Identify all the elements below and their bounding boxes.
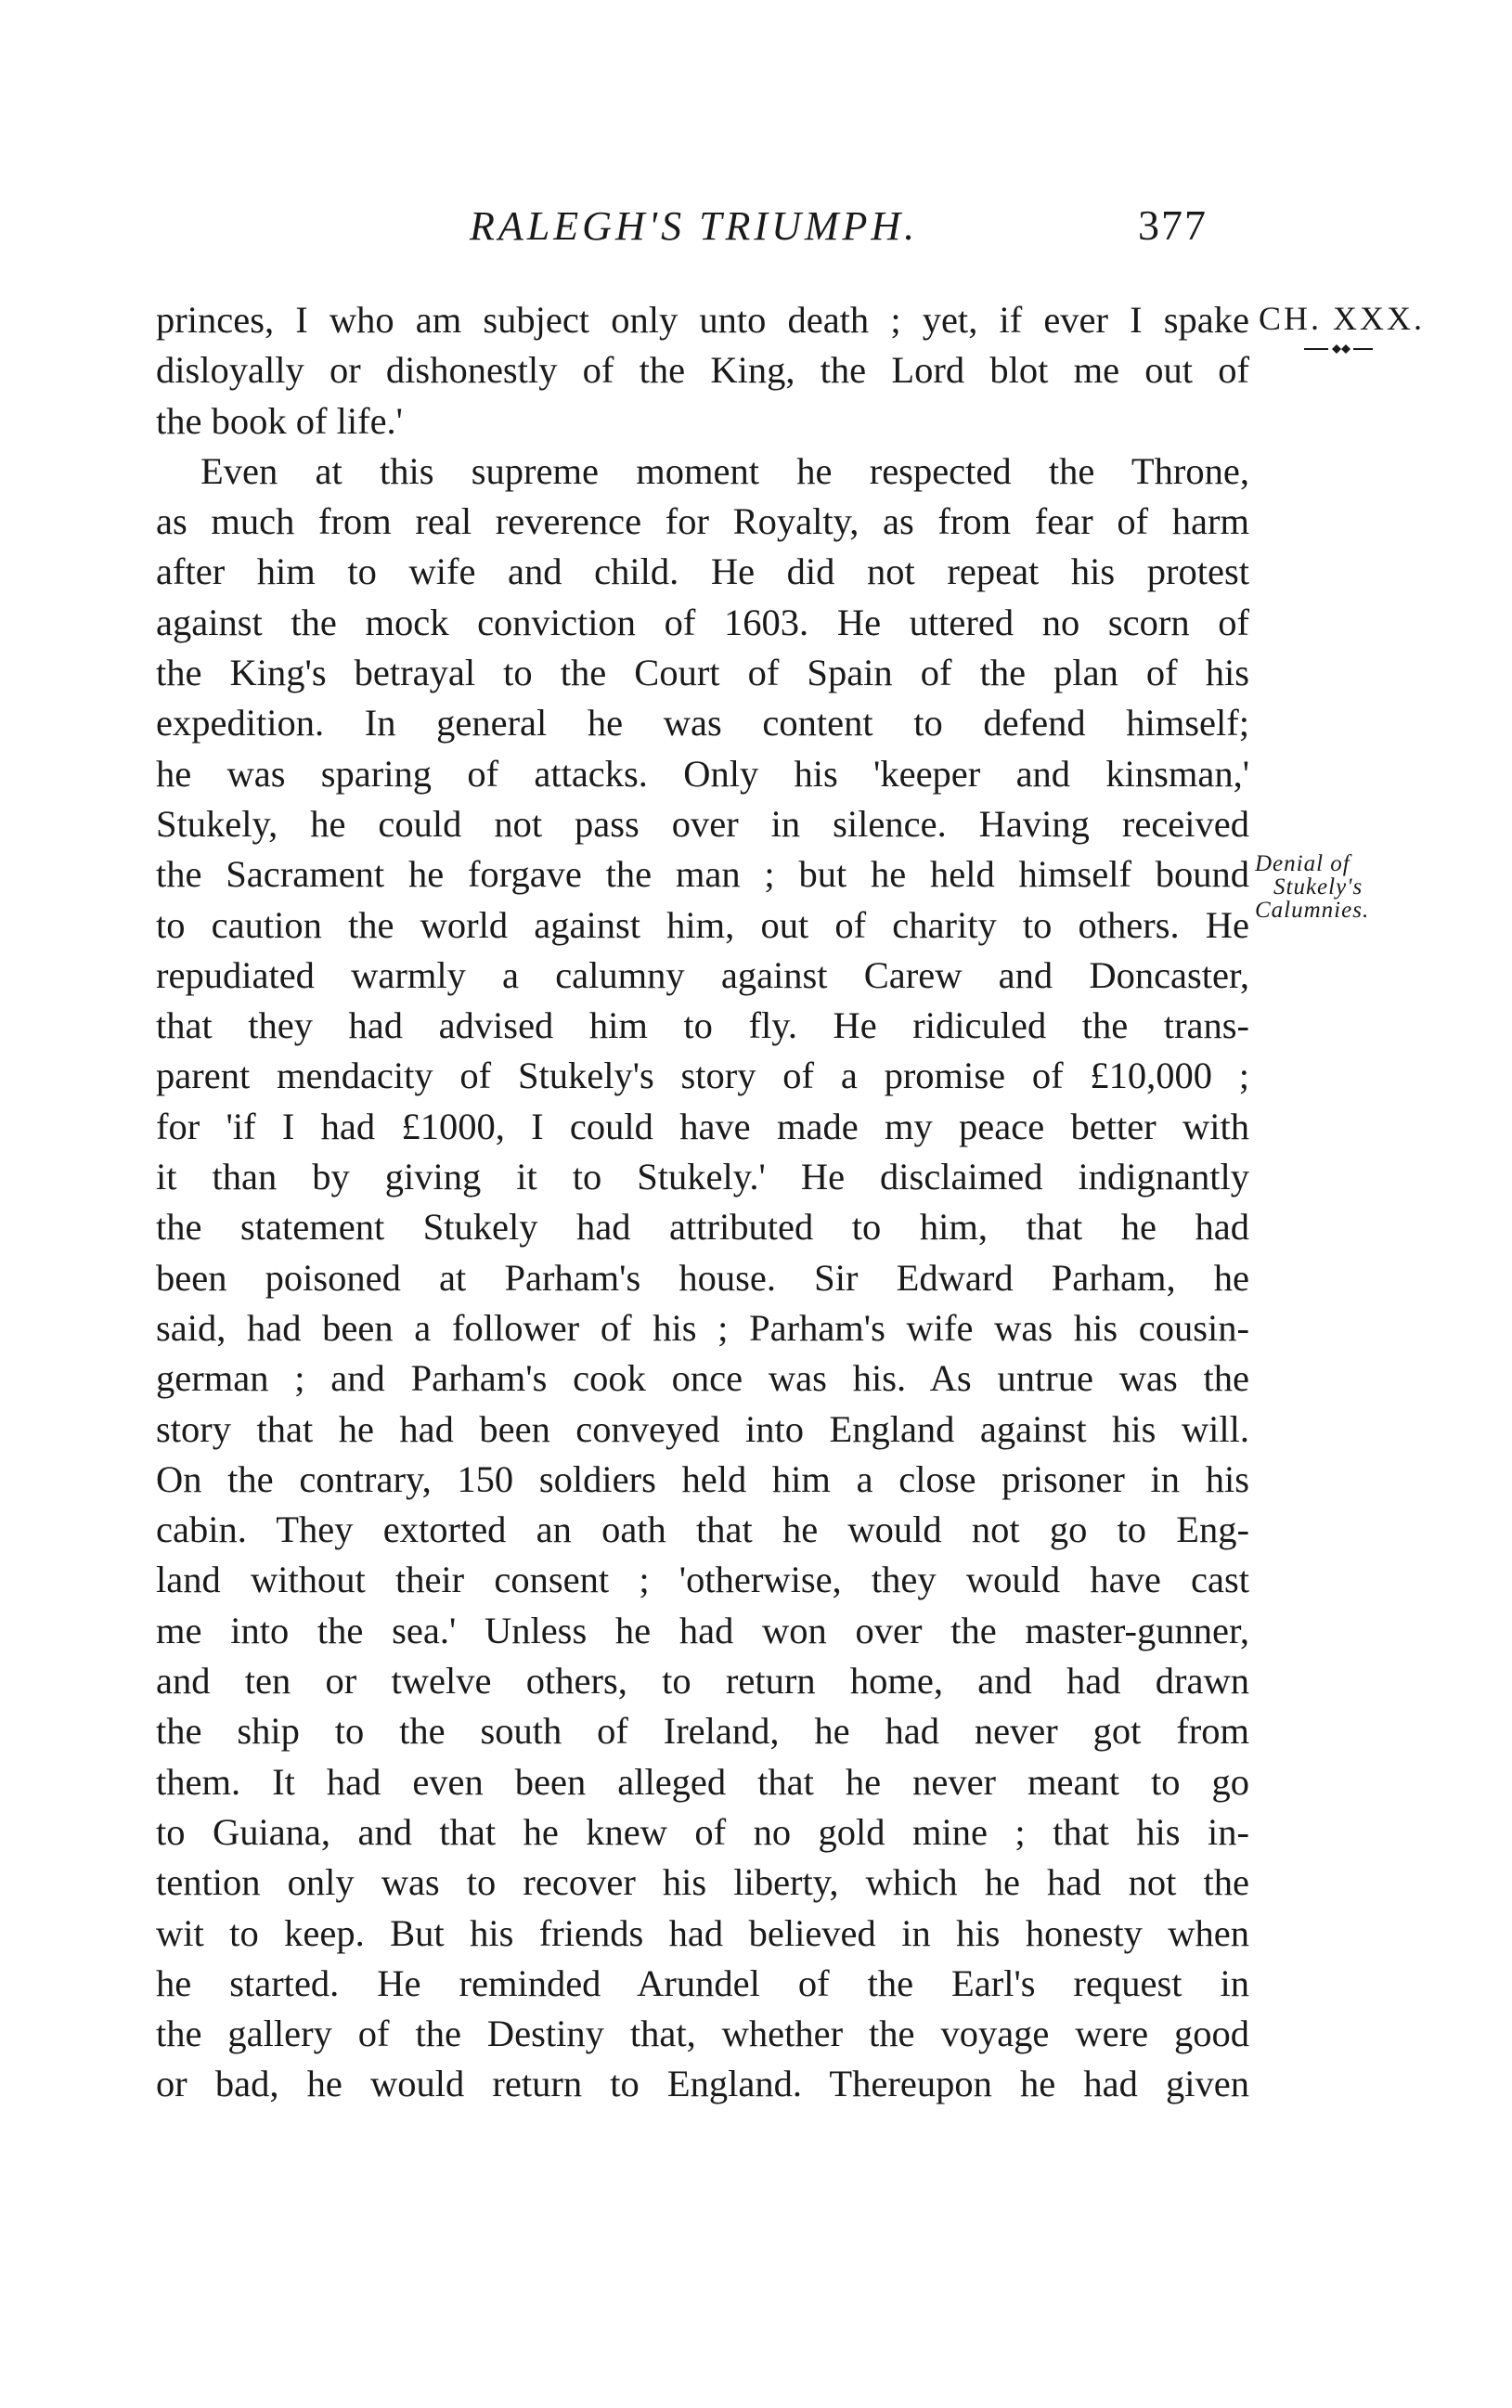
text-line: Stukely, he could not pass over in silence. Having received <box>156 802 1249 845</box>
text-line: been poisoned at Parham's house. Sir Edward Parham, he <box>156 1256 1249 1299</box>
text-line: after him to wife and child. He did not repeat his protest <box>156 550 1249 593</box>
text-line: story that he had been conveyed into England against his will. <box>156 1407 1249 1450</box>
chapter-marker: CH. XXX. <box>1259 300 1426 337</box>
text-line: the ship to the south of Ireland, he had never got from <box>156 1710 1249 1753</box>
text-line: wit to keep. But his friends had believed in his honesty when <box>156 1911 1249 1954</box>
text-line: said, had been a follower of his ; Parham's wife was his cousin- <box>156 1306 1249 1349</box>
text-line: he started. He reminded Arundel of the Earl's request in <box>156 1961 1249 2004</box>
text-line: princes, I who am subject only unto death ; yet, if ever I spake <box>156 299 1249 341</box>
text-line: the Sacrament he forgave the man ; but he held himself bound <box>156 853 1249 896</box>
text-line: that they had advised him to fly. He ridiculed the trans- <box>156 1004 1249 1047</box>
text-line: me into the sea.' Unless he had won over the master-gunner, <box>156 1609 1249 1651</box>
text-line: On the contrary, 150 soldiers held him a close prisoner in his <box>156 1457 1249 1500</box>
text-line: Even at this supreme moment he respected the Throne, <box>200 449 1249 492</box>
running-title: RALEGH'S TRIUMPH. <box>470 203 919 249</box>
text-line: disloyally or dishonestly of the King, the Lord blot me out of <box>156 349 1249 392</box>
text-line: for 'if I had £1000, I could have made my peace better with <box>156 1105 1249 1147</box>
text-line: to caution the world against him, out of charity to others. He <box>156 903 1249 946</box>
text-line: them. It had even been alleged that he never meant to go <box>156 1760 1249 1803</box>
ornament-icon <box>1302 337 1375 361</box>
text-line: as much from real reverence for Royalty, as from fear of harm <box>156 500 1249 543</box>
text-line: expedition. In general he was content to defend himself; <box>156 702 1249 744</box>
page-number: 377 <box>1138 201 1208 249</box>
sidenote-line: Calumnies. <box>1255 898 1370 923</box>
text-line: he was sparing of attacks. Only his 'keeper and kinsman,' <box>156 752 1249 795</box>
sidenote-line: Denial of <box>1255 851 1350 876</box>
text-line: or bad, he would return to England. Thereupon he had given <box>156 2063 1249 2105</box>
text-line: and ten or twelve others, to return home, and had drawn <box>156 1660 1249 1702</box>
text-line: cabin. They extorted an oath that he would not go to Eng- <box>156 1508 1249 1551</box>
text-line: to Guiana, and that he knew of no gold mine ; that his in- <box>156 1810 1249 1853</box>
text-line: repudiated warmly a calumny against Carew and Doncaster, <box>156 953 1249 996</box>
sidenote-denial <box>1255 852 1369 922</box>
text-line: parent mendacity of Stukely's story of a promise of £10,000 ; <box>156 1055 1249 1097</box>
text-line: it than by giving it to Stukely.' He disclaimed indignantly <box>156 1156 1249 1198</box>
sidenote-line: Stukely's <box>1273 874 1363 900</box>
text-line: german ; and Parham's cook once was his. As untrue was the <box>156 1357 1249 1400</box>
text-line: tention only was to recover his liberty, which he had not the <box>156 1861 1249 1904</box>
text-line: the statement Stukely had attributed to him, that he had <box>156 1206 1249 1249</box>
text-line: the book of life.' <box>156 399 403 442</box>
text-line: against the mock conviction of 1603. He uttered no scorn of <box>156 601 1249 643</box>
text-line: the gallery of the Destiny that, whether the voyage were good <box>156 2013 1249 2055</box>
body-text <box>156 295 1249 2110</box>
text-line: the King's betrayal to the Court of Spain of the plan of his <box>156 652 1249 694</box>
text-line: land without their consent ; 'otherwise, they would have cast <box>156 1559 1249 1601</box>
